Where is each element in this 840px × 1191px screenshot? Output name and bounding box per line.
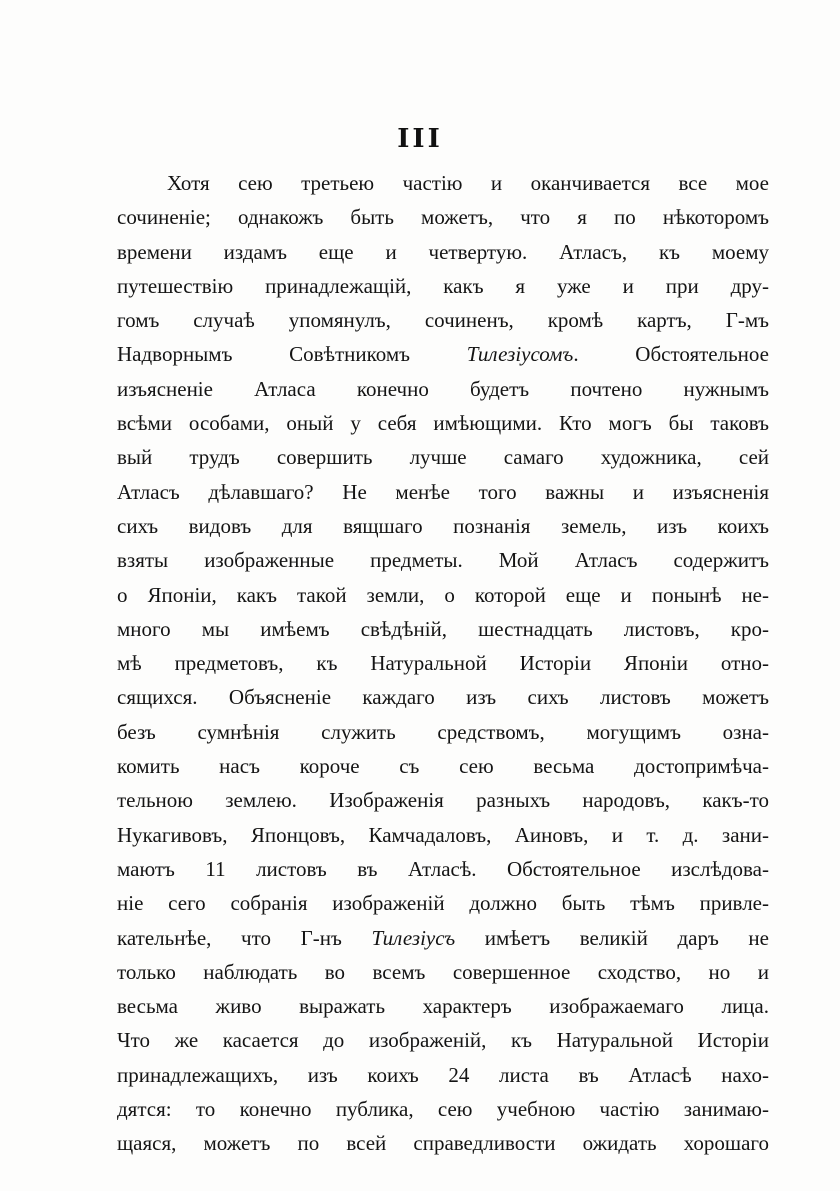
text-line: маютъ 11 листовъ въ Атласѣ. Обстоятельное изслѣдова- xyxy=(117,856,769,881)
text-line: Что же касается до изображеній, къ Натуральной Исторіи xyxy=(117,1028,769,1053)
text-line: весьма живо выражать характеръ изображаемаго лица. xyxy=(117,994,769,1019)
text-line: Нукагивовъ, Японцовъ, Камчадаловъ, Аиновъ, и т. д. зани- xyxy=(117,822,769,847)
text-line: изъясненіе Атласа конечно будетъ почтено нужнымъ xyxy=(117,376,769,401)
text-line: кательнѣе, что Г-нъ Тилезіусъ имѣетъ великій даръ не xyxy=(117,925,769,950)
text-line: только наблюдать во всемъ совершенное сходство, но и xyxy=(117,959,769,984)
text-line: много мы имѣемъ свѣдѣній, шестнадцать листовъ, кро- xyxy=(117,616,769,641)
text-line: путешествію принадлежащій, какъ я уже и при дру- xyxy=(117,273,769,298)
text-line: ніе сего собранія изображеній должно быть тѣмъ привле- xyxy=(117,891,769,916)
text-line: мѣ предметовъ, къ Натуральной Исторіи Японіи отно- xyxy=(117,651,769,676)
body-text xyxy=(117,166,769,1161)
text-line: тельною землею. Изображенія разныхъ народовъ, какъ-то xyxy=(117,788,769,813)
text-line: Хотя сею третьею частію и оканчивается все мое xyxy=(167,171,769,195)
text-line: сящихся. Объясненіе каждаго изъ сихъ листовъ можетъ xyxy=(117,685,769,710)
text-line: всѣми особами, оный у себя имѣющими. Кто могъ бы таковъ xyxy=(117,411,769,436)
italic-name: Тилезіусомъ xyxy=(466,342,574,367)
text-line: принадлежащихъ, изъ коихъ 24 листа въ Атласѣ нахо- xyxy=(117,1062,769,1087)
text-line: времени издамъ еще и четвертую. Атласъ, къ моему xyxy=(117,239,769,264)
text-line: комить насъ короче съ сею весьма достопримѣча- xyxy=(117,754,769,779)
text-line: щаяся, можетъ по всей справедливости ожидать хорошаго xyxy=(117,1131,769,1156)
text-line: дятся: то конечно публика, сею учебною частію занимаю- xyxy=(117,1097,769,1122)
italic-name: Тилезіусъ xyxy=(371,925,456,950)
text-line: гомъ случаѣ упомянулъ, сочиненъ, кромѣ картъ, Г-мъ xyxy=(117,308,769,333)
text-line: сочиненіе; однакожъ быть можетъ, что я по нѣкоторомъ xyxy=(117,205,769,230)
text-line: взяты изображенные предметы. Мой Атласъ содержитъ xyxy=(117,548,769,573)
text-line: безъ сумнѣнія служить средствомъ, могущимъ озна- xyxy=(117,719,769,744)
text-line: сихъ видовъ для вящшаго познанія земель, изъ коихъ xyxy=(117,513,769,538)
text-line: вый трудъ совершить лучше самаго художника, сей xyxy=(117,445,769,470)
text-line: о Японіи, какъ такой земли, о которой еще и понынѣ не- xyxy=(117,582,769,607)
text-line: Надворнымъ Совѣтникомъ Тилезіусомъ. Обстоятельное xyxy=(117,342,769,367)
page-number: III xyxy=(397,124,443,154)
text-line: Атласъ дѣлавшаго? Не менѣе того важны и изъясненія xyxy=(117,479,769,504)
